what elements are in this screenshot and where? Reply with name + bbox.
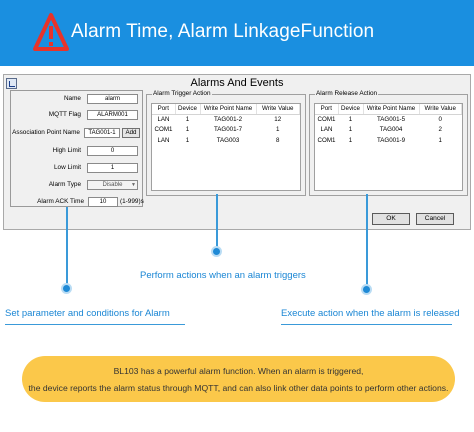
- name-label: Name: [63, 95, 81, 102]
- cell-write-point: TAG001-2: [213, 116, 243, 123]
- cell-write-value: 1: [276, 126, 280, 134]
- release-underline: [281, 324, 452, 325]
- alarms-dialog: [3, 74, 471, 230]
- cell-write-value: 8: [276, 136, 280, 144]
- trigger-action-table[interactable]: [151, 103, 301, 191]
- ok-button[interactable]: OK: [372, 213, 410, 225]
- cell-port: COM1: [317, 136, 336, 144]
- release-action-title: Alarm Release Action: [316, 90, 378, 97]
- alarm-type-select[interactable]: [87, 180, 138, 190]
- cell-device: 1: [185, 116, 190, 123]
- cell-write-value: 12: [274, 116, 282, 123]
- cell-write-point: TAG003: [216, 136, 240, 144]
- alarm-type-value: Disable: [102, 182, 123, 188]
- cell-write-point: TAG001-7: [213, 126, 243, 134]
- cell-device: 1: [348, 136, 353, 144]
- cell-write-point: TAG004: [379, 126, 403, 134]
- title-banner: [0, 0, 474, 66]
- note-line-2: the device reports the alarm status through MQTT, and can also link other data points to perform other actions.: [28, 383, 449, 393]
- low-limit-label: Low Limit: [54, 164, 81, 171]
- col-write-point-name[interactable]: Write Point Name: [363, 104, 419, 114]
- association-point-label: Association Point Name: [12, 129, 80, 136]
- alarm-parameters-panel: [10, 90, 143, 207]
- col-write-point-name[interactable]: Write Point Name: [200, 104, 256, 114]
- col-device[interactable]: Device: [338, 104, 363, 114]
- cell-port: LAN: [157, 116, 170, 123]
- release-callout-line: [366, 194, 368, 288]
- cell-port: LAN: [157, 136, 170, 144]
- chevron-down-icon: ▼: [131, 182, 136, 188]
- col-write-value[interactable]: Write Value: [419, 104, 462, 114]
- name-input[interactable]: alarm: [87, 94, 138, 104]
- cell-port: LAN: [320, 126, 333, 134]
- high-limit-input[interactable]: 0: [87, 146, 138, 156]
- cell-write-point: TAG001-5: [376, 116, 406, 123]
- high-limit-label: High Limit: [52, 147, 81, 154]
- low-limit-input[interactable]: 1: [87, 163, 138, 173]
- table-row[interactable]: [315, 135, 462, 146]
- table-row[interactable]: [152, 114, 300, 125]
- trigger-callout-line: [216, 194, 218, 250]
- mqtt-flag-label: MQTT Flag: [48, 111, 81, 118]
- ack-time-input[interactable]: 10: [88, 197, 118, 207]
- cell-device: 1: [185, 126, 190, 134]
- table-row[interactable]: [315, 125, 462, 136]
- table-row[interactable]: [152, 125, 300, 136]
- dialog-title: Alarms And Events: [190, 77, 284, 89]
- cell-port: COM1: [154, 126, 173, 134]
- release-action-group: [309, 90, 468, 196]
- cell-write-value: 2: [438, 126, 442, 134]
- cell-write-value: 0: [438, 116, 442, 123]
- association-point-input[interactable]: TAG001-1: [84, 128, 120, 138]
- ack-time-label: Alarm ACK Time: [37, 198, 84, 205]
- add-button[interactable]: Add: [122, 128, 140, 138]
- note-line-1: BL103 has a powerful alarm function. When an alarm is triggered,: [113, 366, 364, 376]
- cell-write-point: TAG001-9: [376, 136, 406, 144]
- col-device[interactable]: Device: [175, 104, 200, 114]
- params-underline: [5, 324, 185, 325]
- trigger-action-title: Alarm Trigger Action: [153, 90, 211, 97]
- release-action-table[interactable]: [314, 103, 463, 191]
- col-port[interactable]: Port: [315, 104, 338, 114]
- ack-time-unit: (1-999)s: [120, 198, 144, 205]
- mqtt-flag-input[interactable]: ALARM001: [87, 110, 138, 120]
- trigger-caption: Perform actions when an alarm triggers: [140, 270, 306, 281]
- trigger-action-group: [146, 90, 306, 196]
- release-caption: Execute action when the alarm is released: [281, 308, 460, 319]
- col-port[interactable]: Port: [152, 104, 175, 114]
- alarm-type-label: Alarm Type: [48, 181, 81, 188]
- cell-device: 1: [185, 136, 190, 144]
- cell-device: 1: [348, 126, 353, 134]
- table-row[interactable]: [152, 135, 300, 146]
- cancel-button[interactable]: Cancel: [416, 213, 454, 225]
- table-header-row: [152, 104, 300, 114]
- cell-write-value: 1: [438, 136, 442, 144]
- table-header-row: [315, 104, 462, 114]
- trigger-callout-dot: [211, 246, 222, 257]
- release-callout-dot: [361, 284, 372, 295]
- params-callout-line: [66, 207, 68, 287]
- params-caption: Set parameter and conditions for Alarm: [5, 308, 170, 319]
- cell-device: 1: [348, 116, 353, 123]
- description-note: [22, 356, 455, 402]
- col-write-value[interactable]: Write Value: [256, 104, 300, 114]
- table-row[interactable]: [315, 114, 462, 125]
- warning-triangle-icon: [33, 12, 69, 52]
- params-callout-dot: [61, 283, 72, 294]
- cell-port: COM1: [317, 116, 336, 123]
- banner-title: Alarm Time, Alarm LinkageFunction: [71, 21, 375, 42]
